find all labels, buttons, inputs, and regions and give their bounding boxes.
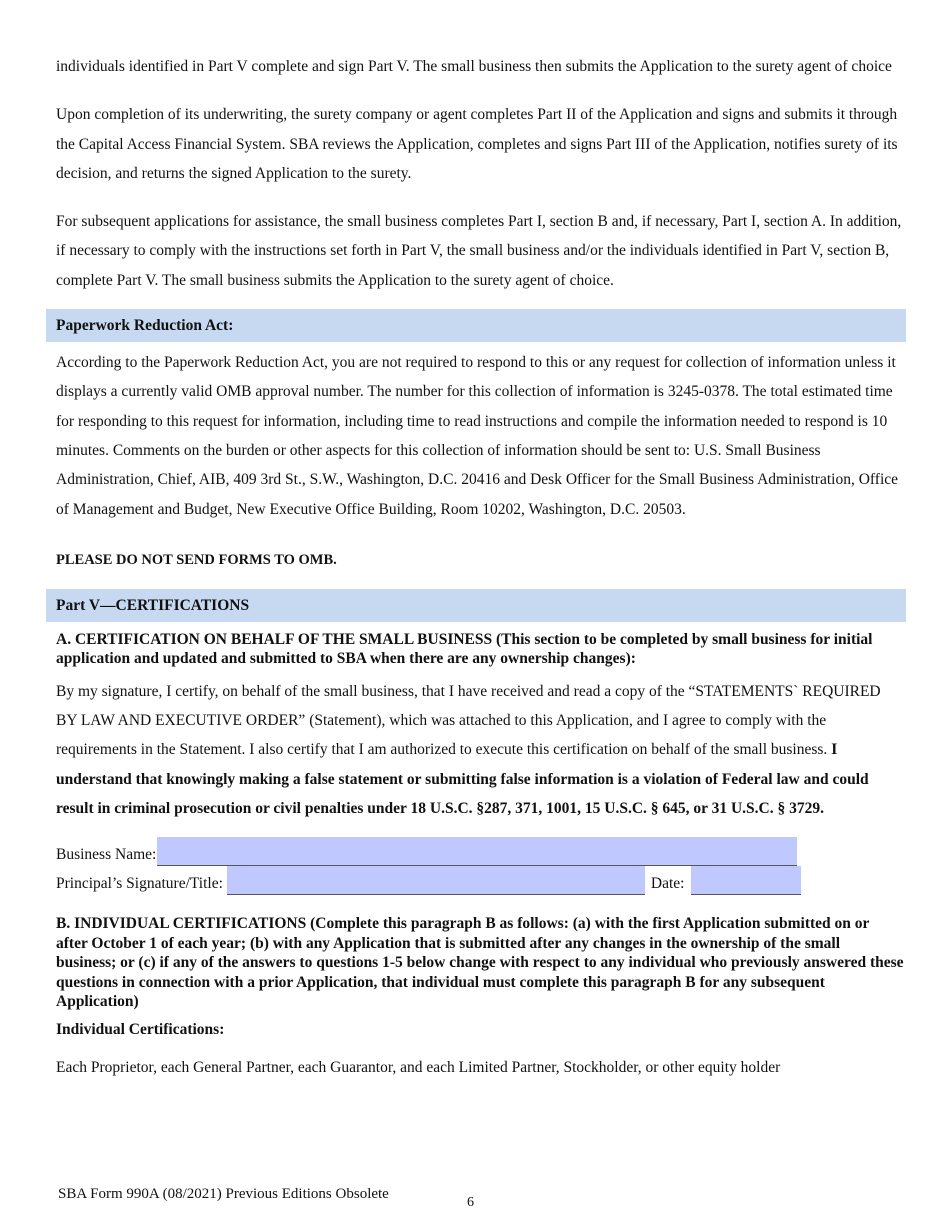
section-a-body-text: By my signature, I certify, on behalf of the small business, that I have received and read a copy of the “STATEMENTS` REQUIRED BY LAW AND EXECUTIVE ORDER” (Statement), which was attached to this Application, and I agree to comply with the requirements in the Statement. I also certify that I am authorized to execute this certification on behalf of the small business. [56, 682, 881, 759]
section-a-penalty-warning: I understand that knowingly making a false statement or submitting false information is a violation of Federal law and could result in criminal prosecution or civil penalties under 18 U.S.C. §287, 371, 1001, 15 U.S.C. § 645, or 31 U.S.C. § 3729. [56, 741, 869, 818]
page-number: 6 [467, 1195, 474, 1210]
section-a-heading: A. CERTIFICATION ON BEHALF OF THE SMALL BUSINESS (This section to be completed by small business for initial application and updated and submitted to SBA when there are any ownership changes): [56, 630, 873, 668]
paperwork-reduction-body: According to the Paperwork Reduction Act, you are not required to respond to this or any request for collection of information unless it displays a currently valid OMB approval number. The number for this collection of information is 3245-0378. The total estimated time for responding to this request for information, including time to read instructions and compile the information needed to respond is 10 minutes. Comments on the burden or other aspects for this collection of information should be sent to: U.S. Small Business Administration, Chief, AIB, 409 3rd St., S.W., Washington, D.C. 20416 and Desk Officer for the Small Business Administration, Office of Management and Budget, New Executive Office Building, Room 10202, Washington, D.C. 20503. [56, 354, 899, 518]
section-a-body [56, 677, 904, 823]
individual-certifications-body: Each Proprietor, each General Partner, each Guarantor, and each Limited Partner, Stockholder, or other equity holder [56, 1058, 781, 1076]
intro-paragraph-3: For subsequent applications for assistance, the small business completes Part I, section B and, if necessary, Part I, section A. In addition, if necessary to comply with the instructions set forth in Part V, the small business and/or the individuals identified in Part V, section B, complete Part V. The small business submits the Application to the surety agent of choice. [56, 213, 902, 289]
signature-title-label: Principal’s Signature/Title: [56, 875, 223, 893]
paperwork-reduction-heading: Paperwork Reduction Act: [46, 309, 906, 342]
signature-row [56, 866, 904, 895]
date-label: Date: [650, 875, 685, 893]
signature-title-field[interactable] [227, 866, 645, 895]
date-field[interactable] [691, 866, 801, 895]
part-v-heading: Part V—CERTIFICATIONS [46, 589, 906, 622]
omb-notice: PLEASE DO NOT SEND FORMS TO OMB. [56, 551, 337, 568]
individual-certifications-heading: Individual Certifications: [56, 1020, 225, 1038]
section-b-heading: B. INDIVIDUAL CERTIFICATIONS (Complete this paragraph B as follows: (a) with the first Application submitted on or after October 1 of each year; (b) with any Application that is submitted after any changes in the ownership of the small business; or (c) if any of the answers to questions 1-5 below change with respect to any individual who previously answered these questions in connection with a prior Application, that individual must complete this paragraph B for any subsequent Application) [56, 915, 904, 1011]
business-name-label: Business Name: [56, 846, 157, 864]
business-name-field[interactable] [157, 837, 797, 866]
document-page [56, 52, 904, 1082]
form-identifier: SBA Form 990A (08/2021) Previous Editions Obsolete [58, 1186, 389, 1202]
business-name-row [56, 837, 904, 866]
intro-paragraph-2: Upon completion of its underwriting, the surety company or agent completes Part II of the Application and signs and submits it through the Capital Access Financial System. SBA reviews the Application, completes and signs Part III of the Application, notifies surety of its decision, and returns the signed Application to the surety. [56, 106, 898, 182]
intro-paragraph-1: individuals identified in Part V complete and sign Part V. The small business then submits the Application to the surety agent of choice [56, 58, 892, 75]
